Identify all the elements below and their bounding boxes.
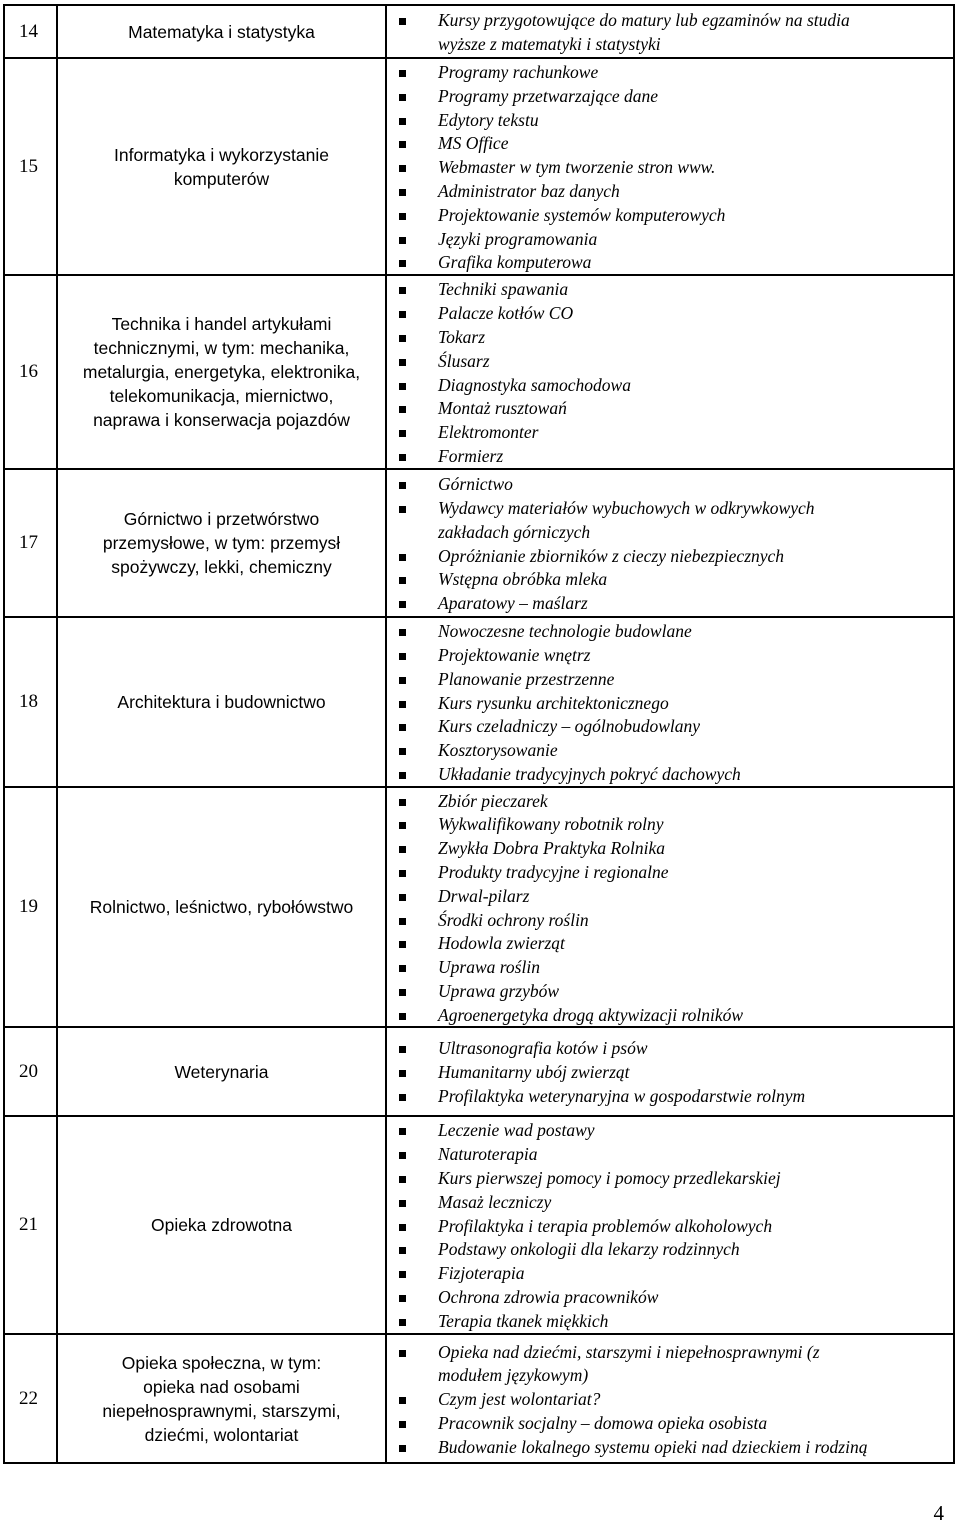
subject-area-line: Opieka zdrowotna — [150, 1215, 293, 1235]
course-item: Projektowanie wnętrz — [387, 644, 953, 668]
subject-area — [58, 276, 387, 468]
subject-area-line: przemysłowe, w tym: przemysł — [102, 533, 341, 553]
course-item: Wydawcy materiałów wybuchowych w odkrywkowych zakładach górniczych — [387, 497, 953, 545]
subject-area — [58, 788, 387, 1026]
course-item: Budowanie lokalnego systemu opieki nad dzieckiem i rodziną — [387, 1436, 953, 1460]
subject-area-line: opieka nad osobami — [143, 1376, 300, 1397]
subject-area — [58, 470, 387, 616]
course-item: Aparatowy – maślarz — [387, 592, 953, 616]
subject-area-line: Architektura i budownictwo — [117, 692, 326, 712]
row-number: 20 — [5, 1028, 58, 1115]
table-row — [5, 1117, 953, 1335]
course-item: Webmaster w tym tworzenie stron www. — [387, 156, 953, 180]
table-row — [5, 1335, 953, 1462]
course-item: Drwal-pilarz — [387, 885, 953, 909]
table-row — [5, 1028, 953, 1117]
course-item: Terapia tkanek miękkich — [387, 1310, 953, 1334]
course-item: Formierz — [387, 445, 953, 469]
subject-area-line: Opieka społeczna, w tym: — [121, 1352, 322, 1373]
course-item: Wykwalifikowany robotnik rolny — [387, 813, 953, 837]
course-list — [387, 1117, 953, 1333]
course-item: Układanie tradycyjnych pokryć dachowych — [387, 763, 953, 787]
course-item: Pracownik socjalny – domowa opieka osobista — [387, 1412, 953, 1436]
course-item: Podstawy onkologii dla lekarzy rodzinnych — [387, 1238, 953, 1262]
course-item: Opróżnianie zbiorników z cieczy niebezpiecznych — [387, 545, 953, 569]
course-item: Ultrasonografia kotów i psów — [387, 1037, 953, 1061]
course-list — [387, 276, 953, 468]
course-item: Zbiór pieczarek — [387, 790, 953, 814]
subject-area — [58, 59, 387, 274]
course-list — [387, 6, 953, 57]
course-item: Kurs czeladniczy – ogólnobudowlany — [387, 715, 953, 739]
course-item: Leczenie wad postawy — [387, 1119, 953, 1143]
course-item: Programy przetwarzające dane — [387, 85, 953, 109]
table-row — [5, 276, 953, 470]
course-list — [387, 618, 953, 786]
table-row — [5, 618, 953, 788]
course-item: Diagnostyka samochodowa — [387, 374, 953, 398]
subject-area — [58, 1335, 387, 1462]
course-item: Fizjoterapia — [387, 1262, 953, 1286]
row-number: 17 — [5, 470, 58, 616]
course-item: Hodowla zwierząt — [387, 932, 953, 956]
course-item: Wstępna obróbka mleka — [387, 568, 953, 592]
page-number: 4 — [933, 1501, 944, 1525]
courses-table — [3, 4, 955, 1464]
course-item: Planowanie przestrzenne — [387, 668, 953, 692]
course-item: Czym jest wolontariat? — [387, 1388, 953, 1412]
course-item: Elektromonter — [387, 421, 953, 445]
course-item: Produkty tradycyjne i regionalne — [387, 861, 953, 885]
row-number: 14 — [5, 6, 58, 57]
row-number: 15 — [5, 59, 58, 274]
subject-area-line: Weterynaria — [174, 1061, 269, 1082]
row-number: 16 — [5, 276, 58, 468]
course-item: Uprawa roślin — [387, 956, 953, 980]
course-item: Kurs rysunku architektonicznego — [387, 692, 953, 716]
course-item: Górnictwo — [387, 473, 953, 497]
course-item: Projektowanie systemów komputerowych — [387, 204, 953, 228]
subject-area — [58, 1117, 387, 1333]
course-item: Opieka nad dziećmi, starszymi i niepełnosprawnymi (z modułem językowym) — [387, 1341, 953, 1389]
subject-area-line: metalurgia, energetyka, elektronika, — [82, 362, 361, 382]
row-number: 21 — [5, 1117, 58, 1333]
course-item: Palacze kotłów CO — [387, 302, 953, 326]
subject-area — [58, 618, 387, 786]
table-row — [5, 6, 953, 59]
course-item: Naturoterapia — [387, 1143, 953, 1167]
course-item: Tokarz — [387, 326, 953, 350]
course-item: Montaż rusztowań — [387, 397, 953, 421]
subject-area-line: Matematyka i statystyka — [128, 21, 315, 42]
course-list — [387, 59, 953, 274]
subject-area-line: niepełnosprawnymi, starszymi, — [102, 1400, 341, 1421]
table-row — [5, 788, 953, 1028]
course-list — [387, 1335, 953, 1462]
course-item: Środki ochrony roślin — [387, 909, 953, 933]
row-number: 22 — [5, 1335, 58, 1462]
subject-area-line: technicznymi, w tym: mechanika, — [93, 338, 350, 358]
course-list — [387, 788, 953, 1026]
course-item: MS Office — [387, 132, 953, 156]
course-item: Masaż leczniczy — [387, 1191, 953, 1215]
course-item: Języki programowania — [387, 228, 953, 252]
course-item: Humanitarny ubój zwierząt — [387, 1061, 953, 1085]
subject-area-line: Informatyka i wykorzystanie — [114, 144, 329, 165]
course-list — [387, 470, 953, 616]
subject-area-line: spożywczy, lekki, chemiczny — [111, 557, 332, 577]
subject-area-line: telekomunikacja, miernictwo, — [109, 386, 334, 406]
course-item: Ślusarz — [387, 350, 953, 374]
course-item: Administrator baz danych — [387, 180, 953, 204]
row-number: 18 — [5, 618, 58, 786]
course-item: Kurs pierwszej pomocy i pomocy przedlekarskiej — [387, 1167, 953, 1191]
subject-area-line: dziećmi, wolontariat — [144, 1424, 299, 1445]
course-item: Profilaktyka weterynaryjna w gospodarstwie rolnym — [387, 1085, 953, 1109]
table-row — [5, 59, 953, 276]
subject-area-line: Górnictwo i przetwórstwo — [123, 509, 320, 529]
table-row — [5, 470, 953, 618]
subject-area-line: Technika i handel artykułami — [111, 314, 332, 334]
course-item: Uprawa grzybów — [387, 980, 953, 1004]
course-item: Grafika komputerowa — [387, 251, 953, 275]
course-item: Kursy przygotowujące do matury lub egzaminów na studia wyższe z matematyki i statystyki — [387, 9, 953, 57]
course-item: Programy rachunkowe — [387, 61, 953, 85]
course-item: Profilaktyka i terapia problemów alkoholowych — [387, 1215, 953, 1239]
subject-area — [58, 1028, 387, 1115]
course-item: Ochrona zdrowia pracowników — [387, 1286, 953, 1310]
subject-area-line: komputerów — [173, 168, 270, 189]
row-number: 19 — [5, 788, 58, 1026]
course-item: Techniki spawania — [387, 278, 953, 302]
course-list — [387, 1028, 953, 1115]
subject-area-line: naprawa i konserwacja pojazdów — [93, 410, 350, 430]
course-item: Edytory tekstu — [387, 109, 953, 133]
subject-area-line: Rolnictwo, leśnictwo, rybołówstwo — [89, 897, 354, 917]
course-item: Nowoczesne technologie budowlane — [387, 620, 953, 644]
course-item: Agroenergetyka drogą aktywizacji rolników — [387, 1004, 953, 1028]
course-item: Kosztorysowanie — [387, 739, 953, 763]
course-item: Zwykła Dobra Praktyka Rolnika — [387, 837, 953, 861]
subject-area — [58, 6, 387, 57]
